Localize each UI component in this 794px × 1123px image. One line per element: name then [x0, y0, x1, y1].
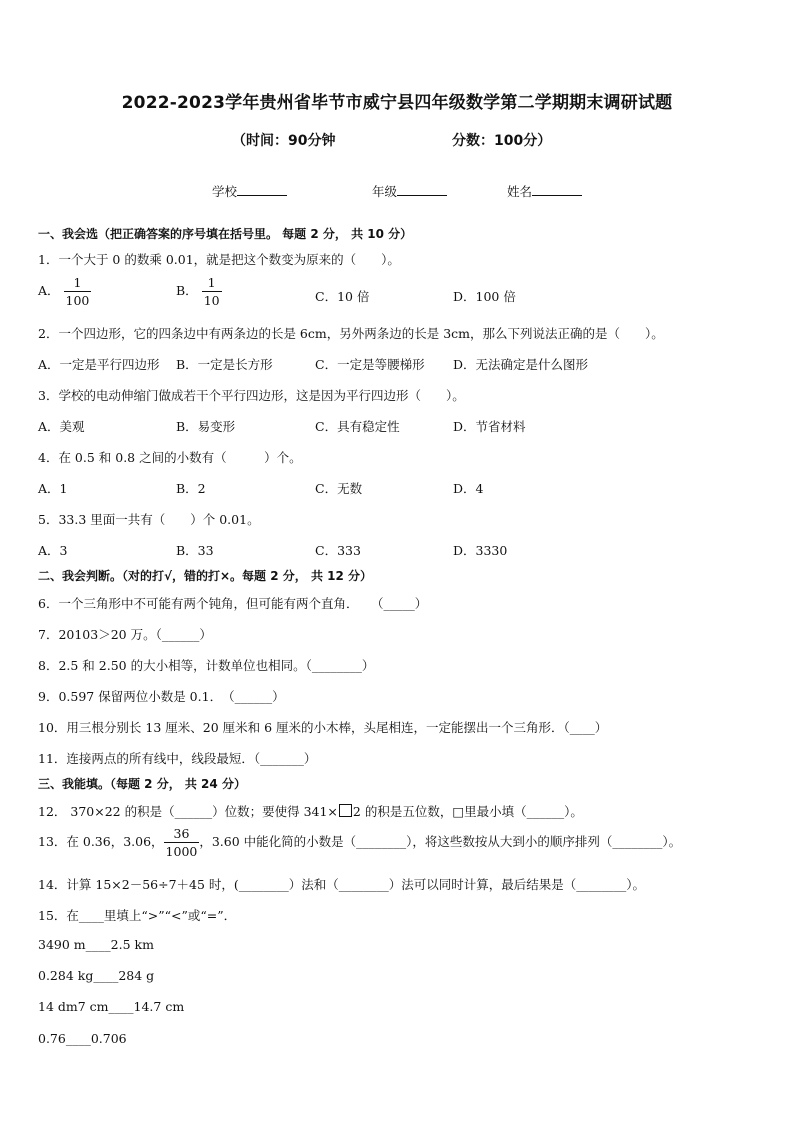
- question-1: 1．一个大于 0 的数乘 0.01，就是把这个数变为原来的（ ）。: [38, 252, 400, 267]
- fraction-numerator: 1: [73, 275, 82, 290]
- q2-option-b[interactable]: B．一定是长方形: [176, 357, 273, 372]
- question-5: 5．33.3 里面一共有（ ）个 0.01。: [38, 512, 260, 527]
- q3-option-d[interactable]: D．节省材料: [453, 419, 526, 434]
- fraction-numerator: 1: [207, 275, 216, 290]
- question-3: 3．学校的电动伸缩门做成若干个平行四边形，这是因为平行四边形（ ）。: [38, 388, 465, 403]
- fraction-denominator: 10: [203, 293, 220, 308]
- school-label: 学校: [212, 184, 238, 199]
- question-14: 14．计算 15×2－56÷7＋45 时，(________）法和（________）法可以同时计算，最后结果是（________）。: [38, 877, 646, 892]
- q15-item-4: 0.76____0.706: [38, 1031, 127, 1046]
- school-blank[interactable]: [237, 183, 287, 196]
- q2-option-a[interactable]: A．一定是平行四边形: [38, 357, 160, 372]
- q12-text-pre: 12． 370×22 的积是（______）位数；要使得 341×: [38, 804, 338, 819]
- question-2: 2．一个四边形，它的四条边中有两条边的长是 6cm，另外两条边的长是 3cm，那么下列说法正确的是（ ）。: [38, 326, 664, 341]
- fraction-denominator: 100: [65, 293, 90, 308]
- q3-option-c[interactable]: C．具有稳定性: [315, 419, 400, 434]
- q15-item-2: 0.284 kg____284 g: [38, 968, 155, 983]
- q1-option-c[interactable]: C．10 倍: [315, 289, 370, 304]
- option-letter: A．: [38, 283, 60, 298]
- section-heading-judge: 二、我会判断。（对的打√，错的打×。每题 2 分， 共 12 分）: [38, 569, 372, 583]
- q4-option-b[interactable]: B．2: [176, 481, 206, 496]
- question-7: 7．20103＞20 万。（______）: [38, 627, 212, 642]
- name-label: 姓名: [507, 184, 533, 199]
- question-12: [38, 802, 583, 820]
- q3-option-a[interactable]: A．美观: [38, 419, 85, 434]
- q5-option-d[interactable]: D．3330: [453, 543, 508, 558]
- q15-item-3: 14 dm7 cm____14.7 cm: [38, 999, 185, 1014]
- q5-option-b[interactable]: B．33: [176, 543, 214, 558]
- fraction-numerator: 36: [173, 826, 190, 841]
- question-11: 11．连接两点的所有线中，线段最短．（_______）: [38, 751, 317, 766]
- question-9: 9．0.597 保留两位小数是 0.1． （______）: [38, 689, 285, 704]
- q4-option-a[interactable]: A．1: [38, 481, 68, 496]
- page-title: 2022-2023学年贵州省毕节市威宁县四年级数学第二学期期末调研试题: [121, 93, 673, 113]
- q1-option-b[interactable]: [176, 275, 222, 308]
- q13-text-post: ，3.60 中能化简的小数是（________），将这些数按从大到小的顺序排列（________）。: [199, 834, 682, 849]
- grade-field: [372, 182, 447, 200]
- section-heading-choice: 一、我会选（把正确答案的序号填在括号里。 每题 2 分， 共 10 分）: [38, 227, 413, 241]
- q5-option-c[interactable]: C．333: [315, 543, 361, 558]
- exam-score: 分数：100分）: [452, 133, 552, 149]
- fraction: [64, 275, 92, 308]
- fraction-denominator: 1000: [165, 844, 198, 859]
- grade-label: 年级: [372, 184, 398, 199]
- question-6: 6．一个三角形中不可能有两个钝角，但可能有两个直角． （_____）: [38, 596, 428, 611]
- q12-text-post: 2 的积是五位数，□里最小填（______）。: [352, 804, 583, 819]
- q2-option-c[interactable]: C．一定是等腰梯形: [315, 357, 425, 372]
- q15-item-1: 3490 m____2.5 km: [38, 937, 154, 952]
- option-letter: B．: [176, 283, 198, 298]
- school-field: [212, 182, 287, 200]
- q1-option-d[interactable]: D．100 倍: [453, 289, 516, 304]
- q3-option-b[interactable]: B．易变形: [176, 419, 236, 434]
- q2-option-d[interactable]: D．无法确定是什么图形: [453, 357, 589, 372]
- fraction: [202, 275, 222, 308]
- question-4: 4．在 0.5 和 0.8 之间的小数有（ ）个。: [38, 450, 302, 465]
- grade-blank[interactable]: [397, 183, 447, 196]
- name-field: [507, 182, 582, 200]
- q1-option-a[interactable]: [38, 275, 91, 308]
- question-15: 15．在____里填上“>”“<”或“=”．: [38, 908, 237, 923]
- name-blank[interactable]: [532, 183, 582, 196]
- question-8: 8．2.5 和 2.50 的大小相等，计数单位也相同。（________）: [38, 658, 375, 673]
- question-10: 10．用三根分别长 13 厘米、20 厘米和 6 厘米的小木棒，头尾相连，一定能摆出一个三角形．（____）: [38, 720, 608, 735]
- question-13: [38, 826, 681, 859]
- q4-option-d[interactable]: D．4: [453, 481, 484, 496]
- q5-option-a[interactable]: A．3: [38, 543, 68, 558]
- fraction: [164, 826, 200, 859]
- q4-option-c[interactable]: C．无数: [315, 481, 363, 496]
- square-box-icon: [339, 804, 352, 817]
- q13-text-pre: 13．在 0.36，3.06，: [38, 834, 164, 849]
- section-heading-fill: 三、我能填。（每题 2 分， 共 24 分）: [38, 777, 246, 791]
- exam-time: （时间：90分钟: [232, 133, 336, 149]
